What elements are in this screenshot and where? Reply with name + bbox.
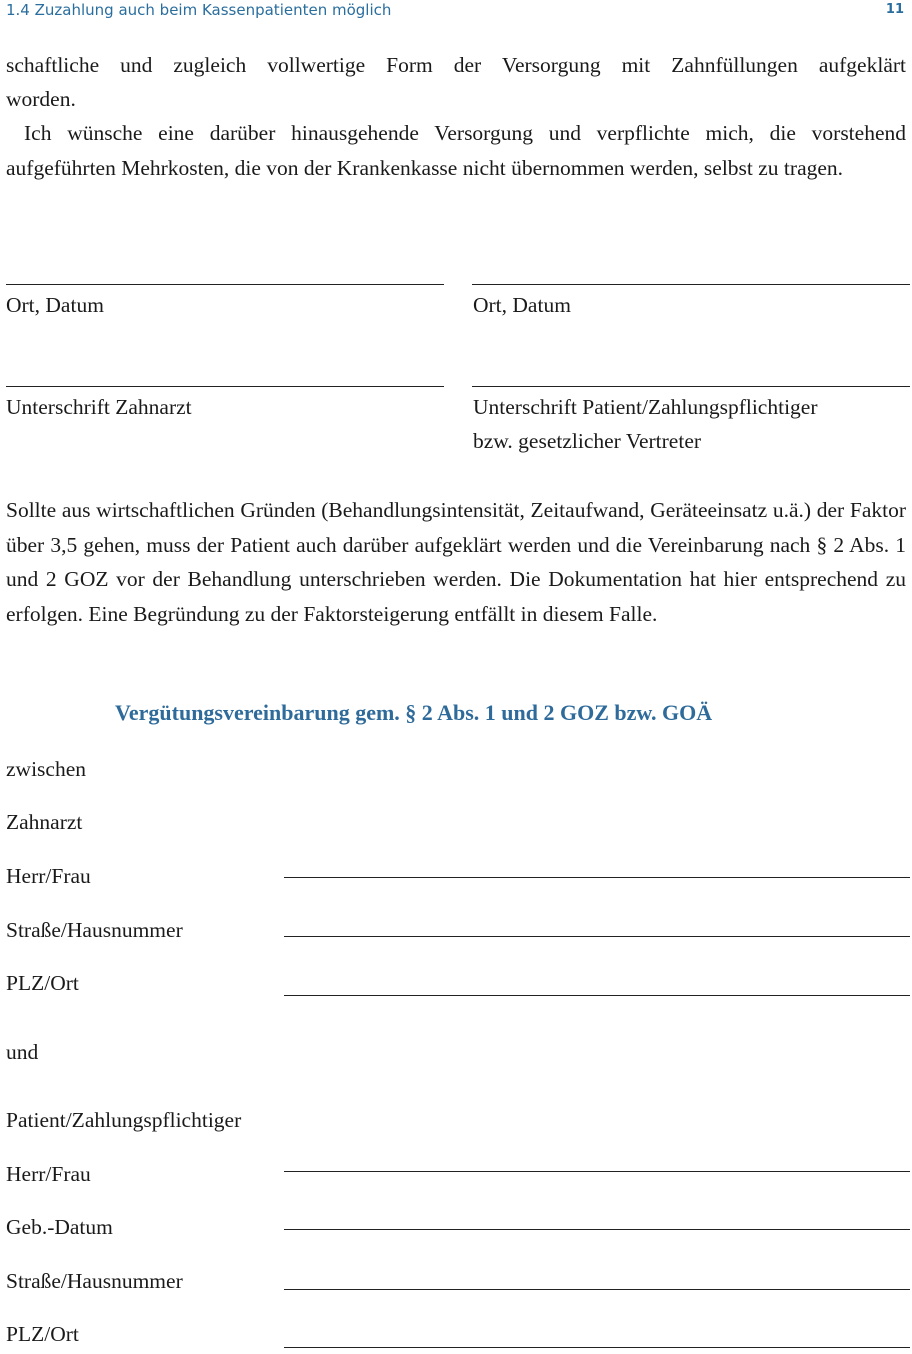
intro-line-1: schaftliche und zugleich vollwertige Form der Versorgung mit Zahnfüllungen aufgeklärt <box>6 53 906 77</box>
place-date-label-left: Ort, Datum <box>6 293 104 317</box>
signature-line-patient <box>472 386 910 387</box>
agreement-heading: Vergütungsvereinbarung gem. § 2 Abs. 1 und 2 GOZ bzw. GOÄ <box>115 700 713 725</box>
and-label: und <box>6 1040 39 1064</box>
patient-name-label: Herr/Frau <box>6 1162 91 1186</box>
dentist-city-field[interactable] <box>284 995 910 996</box>
dentist-street-field[interactable] <box>284 936 910 937</box>
signature-label-patient-2: bzw. gesetzlicher Vertreter <box>473 429 702 453</box>
patient-street-field[interactable] <box>284 1289 910 1290</box>
signature-label-dentist: Unterschrift Zahnarzt <box>6 395 192 419</box>
between-label: zwischen <box>6 757 86 781</box>
page-number: 11 <box>885 2 904 17</box>
patient-birthdate-label: Geb.-Datum <box>6 1215 113 1239</box>
signature-label-patient: Unterschrift Patient/Zahlungspflichtiger <box>473 395 818 419</box>
dentist-city-label: PLZ/Ort <box>6 971 79 995</box>
place-date-line-right <box>472 284 910 285</box>
patient-city-label: PLZ/Ort <box>6 1322 79 1346</box>
patient-street-label: Straße/Hausnummer <box>6 1269 183 1293</box>
patient-label: Patient/Zahlungspflichtiger <box>6 1108 242 1132</box>
dentist-name-label: Herr/Frau <box>6 864 91 888</box>
intro-paragraph: Ich wünsche eine darüber hinausgehende Versorgung und verpflichte mich, die vorstehend aufgeführten Mehrkosten, die von der Krankenkasse nicht übernommen werden, selbst zu tragen. <box>6 121 906 180</box>
place-date-label-right: Ort, Datum <box>473 293 571 317</box>
dentist-street-label: Straße/Hausnummer <box>6 918 183 942</box>
patient-city-field[interactable] <box>284 1347 910 1348</box>
dentist-name-field[interactable] <box>284 877 910 878</box>
place-date-line-left <box>6 284 444 285</box>
section-title: 1.4 Zuzahlung auch beim Kassenpatienten möglich <box>6 1 392 19</box>
signature-line-dentist <box>6 386 444 387</box>
patient-name-field[interactable] <box>284 1171 910 1172</box>
patient-birthdate-field[interactable] <box>284 1229 910 1230</box>
body-paragraph: Sollte aus wirtschaftlichen Gründen (Behandlungsintensität, Zeitaufwand, Geräteeinsatz u.ä.) der Faktor über 3,5 gehen, muss der Patient auch darüber aufgeklärt werden und die Vereinbarung nach § 2 Abs. 1 und 2 GOZ vor der Behandlung unterschrieben werden. Die Dokumentation hat hier entsprechend zu erfolgen. Eine Begründung zu der Faktorsteigerung entfällt in diesem Falle. <box>6 498 906 626</box>
intro-line-2: worden. <box>6 87 76 111</box>
dentist-label: Zahnarzt <box>6 810 83 834</box>
